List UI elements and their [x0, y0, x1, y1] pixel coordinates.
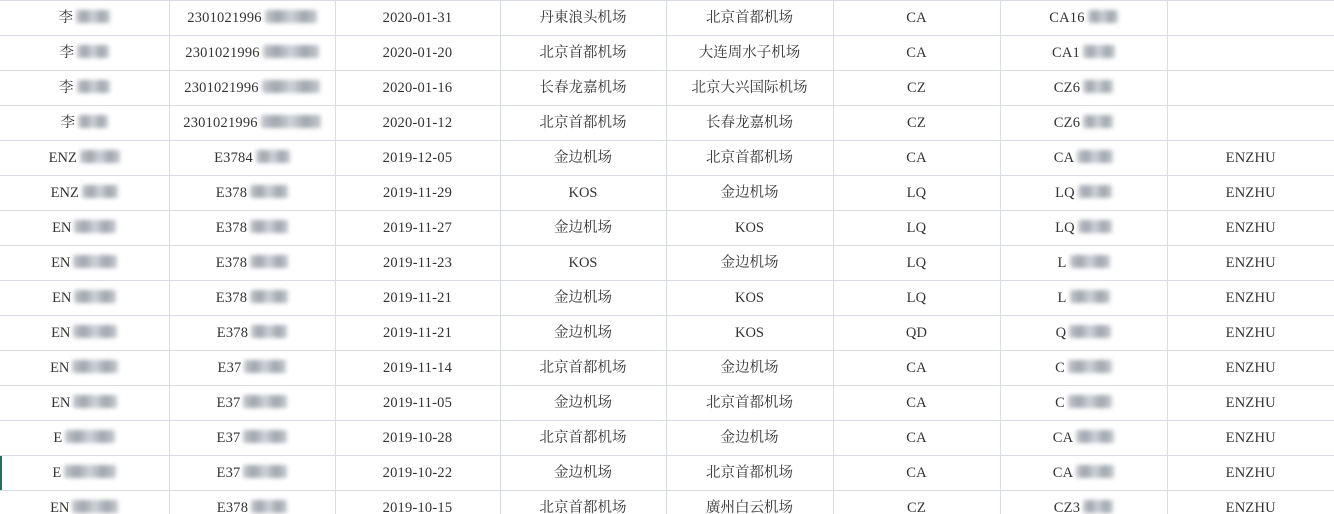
cell-to-text: 北京首都机场 — [706, 394, 793, 411]
table-row — [0, 491, 1334, 514]
cell-airline — [833, 491, 1000, 514]
cell-name — [0, 421, 169, 456]
cell-date — [335, 421, 500, 456]
cell-airline-text: CZ — [907, 79, 926, 96]
cell-from-text: KOS — [568, 184, 598, 201]
cell-agent — [1167, 141, 1334, 176]
redacted-block — [1068, 360, 1112, 373]
redacted-block — [1078, 220, 1112, 233]
cell-agent-text: ENZHU — [1225, 359, 1276, 376]
redacted-block — [1083, 80, 1113, 93]
cell-id — [169, 281, 335, 316]
cell-date — [335, 1, 500, 36]
cell-from-text: 北京首都机场 — [539, 44, 627, 61]
cell-id-text: E37 — [217, 359, 242, 376]
redacted-block — [250, 220, 288, 233]
cell-agent — [1167, 421, 1334, 456]
cell-name — [0, 281, 169, 316]
cell-to-text: 廣州白云机场 — [706, 499, 793, 514]
cell-date — [335, 281, 500, 316]
cell-from-text: 长春龙嘉机场 — [539, 79, 627, 96]
cell-from — [500, 491, 666, 514]
cell-airline — [833, 36, 1000, 71]
cell-from — [500, 141, 666, 176]
cell-agent-text: ENZHU — [1225, 464, 1276, 481]
cell-id-text: E37 — [216, 394, 241, 411]
cell-agent-text: ENZHU — [1225, 394, 1276, 411]
cell-id-text: E37 — [216, 429, 241, 446]
cell-name-text: 李 — [59, 79, 74, 96]
cell-agent-text: ENZHU — [1225, 219, 1276, 236]
redacted-block — [73, 395, 117, 408]
cell-date-text: 2019-11-14 — [382, 359, 453, 376]
cell-from-text: 北京首都机场 — [539, 359, 627, 376]
cell-flight-text: CA1 — [1052, 44, 1080, 61]
cell-airline-text: LQ — [906, 289, 927, 306]
cell-flight-text: CA — [1053, 149, 1075, 166]
cell-to-text: 金边机场 — [720, 184, 779, 201]
cell-agent — [1167, 36, 1334, 71]
cell-from — [500, 421, 666, 456]
redacted-block — [250, 255, 288, 268]
cell-agent — [1167, 1, 1334, 36]
redacted-block — [76, 10, 110, 23]
cell-agent-text: ENZHU — [1225, 149, 1276, 166]
cell-airline-text: LQ — [906, 254, 927, 271]
cell-id-text: E378 — [216, 324, 249, 341]
cell-name-text: ENZ — [50, 184, 79, 201]
cell-to-text: 金边机场 — [720, 254, 779, 271]
redacted-block — [72, 500, 118, 513]
cell-to — [666, 351, 833, 386]
cell-from-text: 金边机场 — [554, 464, 612, 481]
cell-flight-text: LQ — [1055, 184, 1075, 201]
cell-from — [500, 71, 666, 106]
cell-name-text: E — [53, 429, 63, 446]
redacted-block — [1076, 465, 1114, 478]
cell-from-text: 金边机场 — [554, 219, 612, 236]
cell-id — [169, 316, 335, 351]
cell-airline — [833, 176, 1000, 211]
cell-name — [0, 246, 169, 281]
redacted-block — [65, 430, 115, 443]
cell-name-text: EN — [52, 219, 72, 236]
cell-agent — [1167, 211, 1334, 246]
cell-airline — [833, 1, 1000, 36]
cell-date-text: 2019-11-23 — [382, 254, 453, 271]
table-body — [0, 1, 1334, 514]
cell-flight — [1000, 316, 1167, 351]
cell-name-text: EN — [50, 499, 70, 514]
cell-flight — [1000, 456, 1167, 491]
cell-airline — [833, 316, 1000, 351]
cell-from — [500, 456, 666, 491]
cell-airline — [833, 106, 1000, 141]
cell-date — [335, 316, 500, 351]
cell-name — [0, 456, 169, 491]
cell-to-text: 北京大兴国际机场 — [691, 79, 808, 96]
cell-from-text: 金边机场 — [554, 149, 612, 166]
cell-id-text: 2301021996 — [183, 114, 258, 131]
cell-airline-text: CZ — [907, 499, 926, 514]
cell-agent — [1167, 71, 1334, 106]
cell-airline-text: LQ — [906, 219, 927, 236]
table-row — [0, 71, 1334, 106]
redacted-block — [73, 325, 117, 338]
cell-airline — [833, 421, 1000, 456]
redacted-block — [74, 220, 116, 233]
cell-name-text: 李 — [58, 9, 73, 26]
cell-from-text: 金边机场 — [554, 324, 612, 341]
cell-name-text: EN — [51, 254, 71, 271]
cell-name — [0, 106, 169, 141]
cell-name — [0, 211, 169, 246]
cell-date-text: 2020-01-16 — [382, 79, 453, 96]
cell-name-text: E — [52, 464, 62, 481]
cell-id — [169, 456, 335, 491]
redacted-block — [77, 80, 110, 93]
redacted-block — [263, 45, 319, 58]
cell-id-text: E3784 — [214, 149, 253, 166]
cell-flight-text: C — [1055, 394, 1065, 411]
cell-to-text: 北京首都机场 — [706, 9, 793, 26]
table-row — [0, 211, 1334, 246]
cell-agent — [1167, 176, 1334, 211]
cell-to — [666, 246, 833, 281]
cell-flight-text: C — [1055, 359, 1065, 376]
cell-to — [666, 386, 833, 421]
redacted-block — [250, 290, 288, 303]
redacted-block — [261, 115, 321, 128]
cell-from — [500, 106, 666, 141]
redacted-block — [1088, 10, 1118, 23]
cell-date — [335, 351, 500, 386]
cell-id-text: E378 — [216, 499, 249, 514]
cell-date — [335, 141, 500, 176]
cell-date — [335, 36, 500, 71]
cell-id-text: E37 — [216, 464, 241, 481]
cell-flight — [1000, 106, 1167, 141]
cell-to-text: KOS — [734, 289, 764, 306]
table-row — [0, 386, 1334, 421]
redacted-block — [243, 465, 287, 478]
cell-to — [666, 491, 833, 514]
table-row — [0, 456, 1334, 491]
redacted-block — [1070, 290, 1110, 303]
cell-from-text: 北京首都机场 — [539, 114, 627, 131]
redacted-block — [262, 80, 320, 93]
cell-date — [335, 491, 500, 514]
cell-id — [169, 36, 335, 71]
cell-name-text: EN — [51, 394, 71, 411]
cell-from — [500, 36, 666, 71]
cell-flight — [1000, 351, 1167, 386]
table-row — [0, 246, 1334, 281]
cell-airline — [833, 456, 1000, 491]
cell-date — [335, 246, 500, 281]
cell-name-text: ENZ — [48, 149, 77, 166]
redacted-block — [1083, 115, 1113, 128]
cell-flight — [1000, 36, 1167, 71]
cell-to-text: 北京首都机场 — [706, 464, 793, 481]
redacted-block — [1083, 45, 1115, 58]
cell-flight — [1000, 1, 1167, 36]
cell-flight — [1000, 246, 1167, 281]
cell-to — [666, 141, 833, 176]
redacted-block — [1068, 395, 1112, 408]
cell-airline — [833, 351, 1000, 386]
cell-from-text: 北京首都机场 — [539, 499, 627, 514]
cell-id — [169, 1, 335, 36]
cell-flight-text: CA16 — [1049, 9, 1085, 26]
redacted-block — [78, 115, 108, 128]
cell-flight-text: CA — [1052, 464, 1074, 481]
cell-id — [169, 386, 335, 421]
cell-to — [666, 1, 833, 36]
cell-from — [500, 246, 666, 281]
cell-agent — [1167, 281, 1334, 316]
cell-airline — [833, 386, 1000, 421]
cell-from — [500, 316, 666, 351]
cell-name-text: 李 — [59, 44, 74, 61]
cell-id-text: E378 — [215, 184, 248, 201]
cell-name — [0, 386, 169, 421]
cell-flight — [1000, 386, 1167, 421]
redacted-block — [1083, 500, 1113, 513]
table-row — [0, 141, 1334, 176]
cell-name — [0, 316, 169, 351]
cell-id — [169, 246, 335, 281]
cell-airline-text: CA — [906, 429, 927, 446]
cell-flight-text: CA — [1052, 429, 1074, 446]
redacted-block — [250, 185, 288, 198]
cell-date-text: 2019-12-05 — [382, 149, 453, 166]
cell-id-text: 2301021996 — [185, 44, 260, 61]
cell-agent-text: ENZHU — [1225, 254, 1276, 271]
cell-from-text: 金边机场 — [554, 289, 612, 306]
cell-airline-text: CA — [906, 9, 927, 26]
cell-agent-text: ENZHU — [1225, 324, 1276, 341]
table-row — [0, 176, 1334, 211]
redacted-block — [1069, 325, 1111, 338]
cell-agent — [1167, 456, 1334, 491]
cell-agent — [1167, 106, 1334, 141]
cell-name — [0, 491, 169, 514]
cell-id-text: 2301021996 — [184, 79, 259, 96]
cell-airline-text: CA — [906, 359, 927, 376]
cell-date — [335, 71, 500, 106]
redacted-block — [64, 465, 116, 478]
cell-airline — [833, 71, 1000, 106]
cell-id — [169, 176, 335, 211]
cell-airline-text: CA — [906, 464, 927, 481]
cell-flight — [1000, 176, 1167, 211]
cell-airline-text: QD — [905, 324, 928, 341]
cell-flight — [1000, 141, 1167, 176]
cell-flight-text: L — [1057, 254, 1067, 271]
table-row — [0, 421, 1334, 456]
cell-to-text: 金边机场 — [720, 429, 779, 446]
cell-airline-text: CZ — [907, 114, 926, 131]
cell-name — [0, 176, 169, 211]
table-row — [0, 106, 1334, 141]
cell-agent-text: ENZHU — [1225, 429, 1276, 446]
cell-airline-text: CA — [906, 394, 927, 411]
cell-id — [169, 491, 335, 514]
redacted-block — [82, 185, 118, 198]
cell-date — [335, 106, 500, 141]
cell-date-text: 2019-11-21 — [382, 324, 453, 341]
row-edge-marker — [0, 456, 2, 490]
cell-name — [0, 1, 169, 36]
cell-id — [169, 211, 335, 246]
cell-flight — [1000, 281, 1167, 316]
cell-date-text: 2020-01-31 — [382, 9, 453, 26]
redacted-block — [77, 45, 109, 58]
cell-airline — [833, 281, 1000, 316]
redacted-block — [73, 255, 117, 268]
table-row — [0, 1, 1334, 36]
cell-from — [500, 176, 666, 211]
cell-flight — [1000, 71, 1167, 106]
cell-id — [169, 351, 335, 386]
cell-date-text: 2020-01-20 — [382, 44, 453, 61]
redacted-block — [251, 325, 287, 338]
cell-date-text: 2019-10-28 — [382, 429, 453, 446]
cell-agent — [1167, 386, 1334, 421]
cell-name — [0, 71, 169, 106]
cell-date — [335, 386, 500, 421]
cell-date-text: 2019-11-27 — [382, 219, 453, 236]
cell-from — [500, 386, 666, 421]
cell-agent — [1167, 316, 1334, 351]
cell-date-text: 2019-11-29 — [382, 184, 453, 201]
cell-date — [335, 176, 500, 211]
cell-id — [169, 106, 335, 141]
redacted-block — [1076, 430, 1114, 443]
cell-to — [666, 456, 833, 491]
table-row — [0, 316, 1334, 351]
table-row — [0, 351, 1334, 386]
cell-to-text: 长春龙嘉机场 — [706, 114, 793, 131]
cell-id-text: E378 — [215, 254, 248, 271]
redacted-block — [251, 500, 287, 513]
cell-to-text: 北京首都机场 — [706, 149, 793, 166]
cell-from-text: KOS — [568, 254, 598, 271]
cell-date — [335, 211, 500, 246]
redacted-block — [74, 290, 116, 303]
table-row — [0, 281, 1334, 316]
cell-flight-text: Q — [1055, 324, 1067, 341]
cell-from — [500, 351, 666, 386]
cell-airline-text: CA — [906, 44, 927, 61]
cell-name-text: 李 — [60, 114, 75, 131]
cell-to-text: KOS — [734, 324, 764, 341]
redacted-block — [244, 360, 286, 373]
cell-date-text: 2019-10-22 — [382, 464, 453, 481]
cell-agent-text: ENZHU — [1225, 499, 1276, 514]
redacted-block — [243, 395, 287, 408]
redacted-block — [1078, 185, 1112, 198]
cell-flight-text: CZ3 — [1053, 499, 1081, 514]
cell-to — [666, 106, 833, 141]
cell-from — [500, 1, 666, 36]
cell-agent — [1167, 491, 1334, 514]
cell-id — [169, 141, 335, 176]
cell-id-text: E378 — [215, 219, 248, 236]
cell-agent — [1167, 246, 1334, 281]
redacted-block — [256, 150, 290, 163]
cell-agent — [1167, 351, 1334, 386]
cell-date-text: 2019-10-15 — [382, 499, 453, 514]
redacted-block — [243, 430, 287, 443]
cell-flight — [1000, 421, 1167, 456]
cell-flight-text: L — [1057, 289, 1067, 306]
cell-name-text: EN — [50, 359, 70, 376]
cell-name — [0, 141, 169, 176]
cell-date — [335, 456, 500, 491]
cell-from-text: 丹東浪头机场 — [539, 9, 627, 26]
cell-to — [666, 211, 833, 246]
cell-name-text: EN — [52, 289, 72, 306]
cell-to — [666, 36, 833, 71]
cell-to — [666, 176, 833, 211]
cell-id — [169, 71, 335, 106]
redacted-block — [80, 150, 120, 163]
cell-to — [666, 316, 833, 351]
cell-to-text: 大连周水子机场 — [698, 44, 801, 61]
cell-from — [500, 211, 666, 246]
cell-flight — [1000, 211, 1167, 246]
redacted-block — [72, 360, 118, 373]
cell-date-text: 2019-11-05 — [382, 394, 453, 411]
cell-to-text: KOS — [734, 219, 764, 236]
cell-flight-text: CZ6 — [1053, 79, 1081, 96]
cell-to-text: 金边机场 — [720, 359, 779, 376]
cell-flight-text: LQ — [1055, 219, 1075, 236]
cell-id-text: 2301021996 — [187, 9, 262, 26]
cell-agent-text: ENZHU — [1225, 289, 1276, 306]
cell-id — [169, 421, 335, 456]
cell-date-text: 2019-11-21 — [382, 289, 453, 306]
cell-flight-text: CZ6 — [1053, 114, 1081, 131]
redacted-block — [265, 10, 317, 23]
cell-airline — [833, 141, 1000, 176]
table-row — [0, 36, 1334, 71]
cell-to — [666, 281, 833, 316]
cell-to — [666, 71, 833, 106]
redacted-block — [1070, 255, 1110, 268]
cell-agent-text: ENZHU — [1225, 184, 1276, 201]
cell-from-text: 北京首都机场 — [539, 429, 627, 446]
cell-airline-text: CA — [906, 149, 927, 166]
cell-airline — [833, 211, 1000, 246]
cell-date-text: 2020-01-12 — [382, 114, 453, 131]
cell-to — [666, 421, 833, 456]
cell-from — [500, 281, 666, 316]
cell-flight — [1000, 491, 1167, 514]
cell-name-text: EN — [51, 324, 71, 341]
cell-airline-text: LQ — [906, 184, 927, 201]
redacted-block — [1077, 150, 1113, 163]
cell-id-text: E378 — [215, 289, 248, 306]
cell-airline — [833, 246, 1000, 281]
cell-name — [0, 351, 169, 386]
cell-from-text: 金边机场 — [554, 394, 612, 411]
cell-name — [0, 36, 169, 71]
